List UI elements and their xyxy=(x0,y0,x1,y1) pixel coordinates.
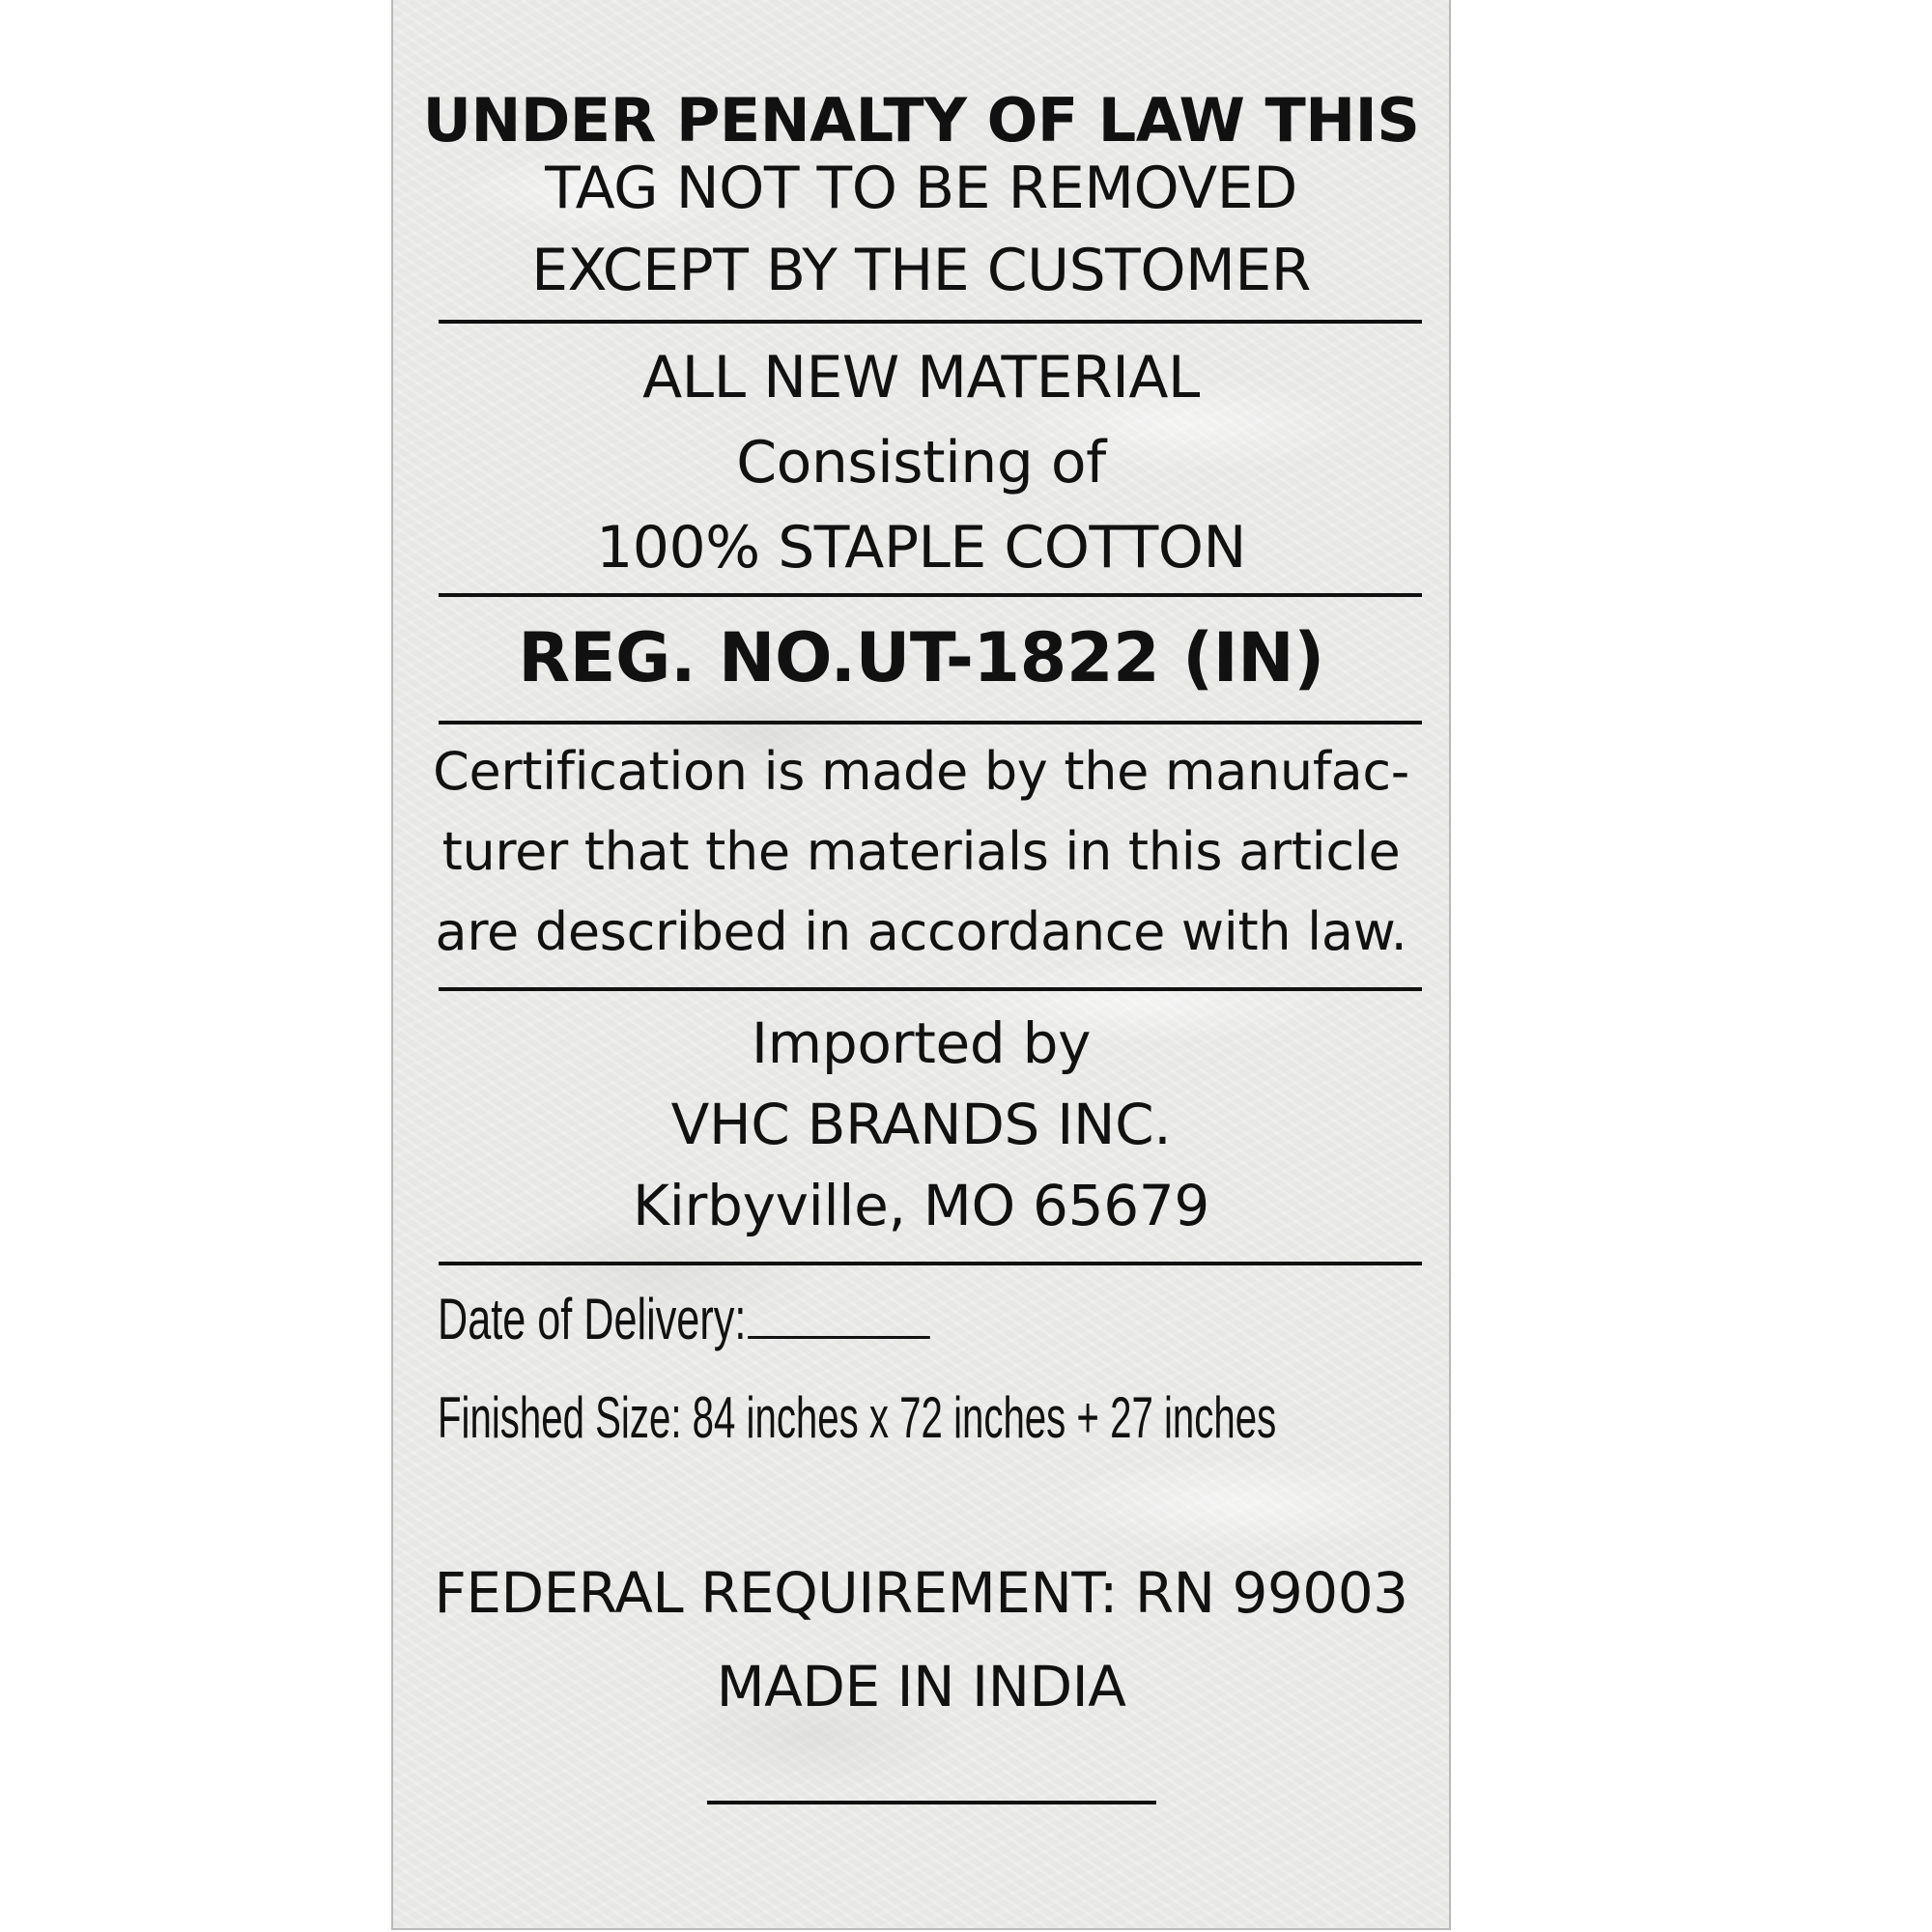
finished-size: Finished Size: 84 inches x 72 inches + 27 inches xyxy=(438,1385,1277,1450)
law-tag xyxy=(391,0,1451,1930)
delivery-date-blank xyxy=(748,1336,930,1339)
warning-line-2: TAG NOT TO BE REMOVED xyxy=(545,155,1297,222)
certification-line-3: are described in accordance with law. xyxy=(435,901,1407,962)
importer-line-1: Imported by xyxy=(751,1010,1092,1076)
divider-3 xyxy=(439,721,1422,724)
bottom-rule xyxy=(707,1801,1156,1804)
warning-line-1: UNDER PENALTY OF LAW THIS xyxy=(422,85,1420,156)
warning-line-3: EXCEPT BY THE CUSTOMER xyxy=(531,237,1311,304)
divider-2 xyxy=(439,593,1422,597)
certification-line-1: Certification is made by the manufac- xyxy=(433,741,1409,802)
divider-4 xyxy=(439,987,1422,991)
divider-5 xyxy=(439,1262,1422,1265)
certification-line-2: turer that the materials in this article xyxy=(441,821,1401,882)
delivery-date-label: Date of Delivery: xyxy=(438,1287,747,1351)
importer-line-2: VHC BRANDS INC. xyxy=(670,1092,1172,1157)
material-line-2: Consisting of xyxy=(736,429,1106,497)
divider-1 xyxy=(439,320,1422,324)
importer-line-3: Kirbyville, MO 65679 xyxy=(633,1173,1209,1238)
registration-number: REG. NO.UT-1822 (IN) xyxy=(518,618,1324,697)
material-line-3: 100% STAPLE COTTON xyxy=(596,514,1246,582)
country-of-origin: MADE IN INDIA xyxy=(716,1654,1126,1719)
material-line-1: ALL NEW MATERIAL xyxy=(642,344,1200,412)
federal-requirement: FEDERAL REQUIREMENT: RN 99003 xyxy=(434,1560,1408,1626)
delivery-date-row xyxy=(438,1286,929,1352)
